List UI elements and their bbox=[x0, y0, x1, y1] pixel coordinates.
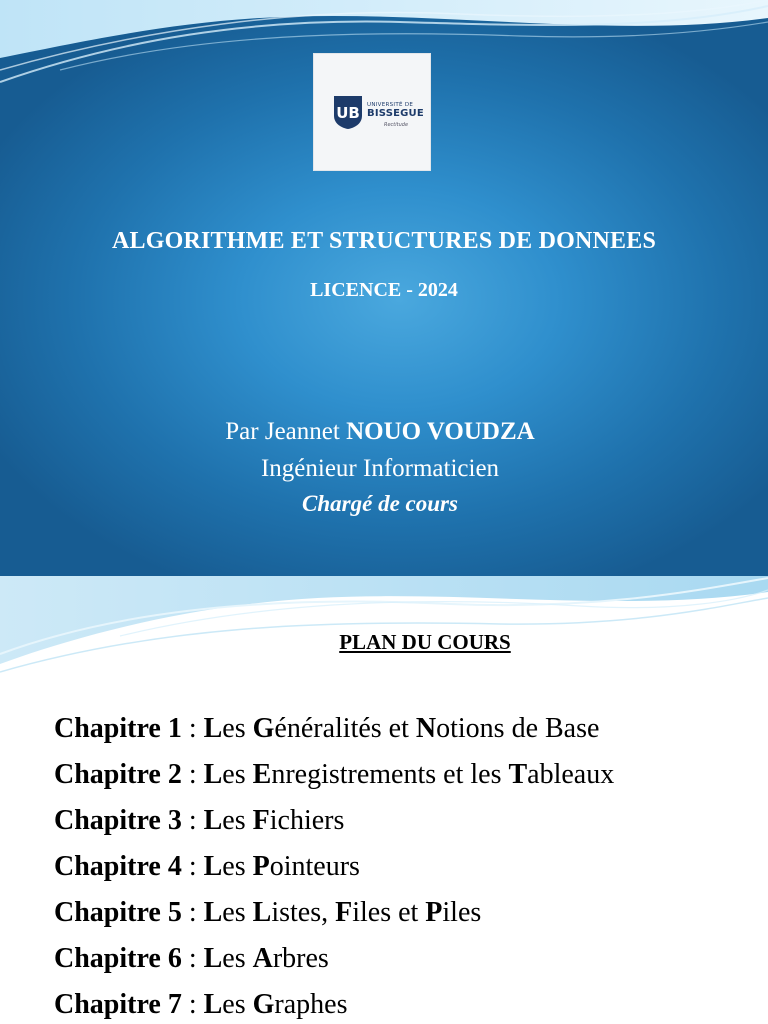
chapter-text: es bbox=[222, 805, 253, 836]
chapter-initial: P bbox=[252, 851, 270, 882]
chapter-item bbox=[54, 752, 614, 798]
chapter-initial: E bbox=[252, 759, 272, 790]
logo-line-3: Rectitude bbox=[384, 122, 409, 128]
chapter-number: Chapitre 2 bbox=[54, 759, 182, 790]
chapter-separator: : bbox=[181, 851, 204, 882]
logo-line-2: BISSEGUE bbox=[367, 108, 424, 119]
chapter-separator: : bbox=[181, 989, 204, 1020]
ub-shield-icon bbox=[332, 94, 364, 130]
chapter-text: raphes bbox=[274, 989, 348, 1020]
chapter-initial: F bbox=[335, 897, 353, 928]
author-prefix: Par Jeannet bbox=[225, 418, 340, 445]
chapter-initial: P bbox=[425, 897, 443, 928]
chapter-item bbox=[54, 890, 614, 936]
chapter-text: iles bbox=[442, 897, 482, 928]
chapter-item bbox=[54, 936, 614, 982]
plan-title: PLAN DU COURS bbox=[339, 630, 511, 654]
logo-monogram: UB bbox=[336, 104, 360, 122]
chapter-initial: L bbox=[252, 897, 272, 928]
chapter-number: Chapitre 6 bbox=[54, 943, 182, 974]
course-title: ALGORITHME ET STRUCTURES DE DONNEES bbox=[111, 228, 656, 254]
chapter-separator: : bbox=[181, 805, 204, 836]
chapter-text: énéralités et bbox=[274, 713, 416, 744]
chapter-number: Chapitre 1 bbox=[54, 713, 182, 744]
chapter-text: ichiers bbox=[269, 805, 345, 836]
chapter-initial: L bbox=[203, 943, 223, 974]
chapter-number: Chapitre 3 bbox=[54, 805, 182, 836]
chapter-text: nregistrements et les bbox=[271, 759, 509, 790]
chapter-initial: N bbox=[415, 713, 437, 744]
chapter-initial: L bbox=[203, 897, 223, 928]
chapter-item bbox=[54, 706, 614, 752]
course-level: LICENCE - 2024 bbox=[310, 279, 458, 301]
chapter-initial: L bbox=[203, 805, 223, 836]
chapter-separator: : bbox=[181, 759, 204, 790]
author-role: Chargé de cours bbox=[302, 491, 458, 516]
chapter-initial: L bbox=[203, 851, 223, 882]
chapter-text: es bbox=[222, 759, 253, 790]
chapter-item bbox=[54, 982, 614, 1024]
chapter-text: es bbox=[222, 989, 253, 1020]
chapter-number: Chapitre 5 bbox=[54, 897, 182, 928]
chapter-initial: F bbox=[252, 805, 270, 836]
chapter-text: es bbox=[222, 713, 253, 744]
chapter-text: otions de Base bbox=[436, 713, 600, 744]
logo-line-1: UNIVERSITÉ DE bbox=[367, 102, 414, 108]
chapter-text: iles et bbox=[352, 897, 426, 928]
chapter-text: es bbox=[222, 943, 253, 974]
chapter-text: es bbox=[222, 897, 253, 928]
chapter-text: rbres bbox=[272, 943, 329, 974]
chapter-initial: G bbox=[252, 713, 275, 744]
chapter-initial: A bbox=[252, 943, 273, 974]
author-job: Ingénieur Informaticien bbox=[260, 455, 500, 482]
university-logo bbox=[314, 54, 430, 170]
chapter-initial: L bbox=[203, 989, 223, 1020]
chapter-item bbox=[54, 844, 614, 890]
chapter-text: ableaux bbox=[527, 759, 615, 790]
chapter-initial: G bbox=[252, 989, 275, 1020]
chapter-text: istes, bbox=[271, 897, 336, 928]
plan-slide bbox=[0, 576, 768, 1024]
author-line bbox=[0, 418, 760, 446]
chapter-separator: : bbox=[181, 713, 204, 744]
chapter-text: es bbox=[222, 851, 253, 882]
chapter-separator: : bbox=[181, 943, 204, 974]
chapter-separator: : bbox=[181, 897, 204, 928]
chapter-text: ointeurs bbox=[269, 851, 360, 882]
author-name: NOUO VOUDZA bbox=[346, 418, 535, 445]
chapter-item bbox=[54, 798, 614, 844]
chapter-initial: T bbox=[508, 759, 528, 790]
chapter-number: Chapitre 4 bbox=[54, 851, 182, 882]
chapter-number: Chapitre 7 bbox=[54, 989, 182, 1020]
chapter-list bbox=[54, 706, 614, 1024]
chapter-initial: L bbox=[203, 759, 223, 790]
chapter-initial: L bbox=[203, 713, 223, 744]
